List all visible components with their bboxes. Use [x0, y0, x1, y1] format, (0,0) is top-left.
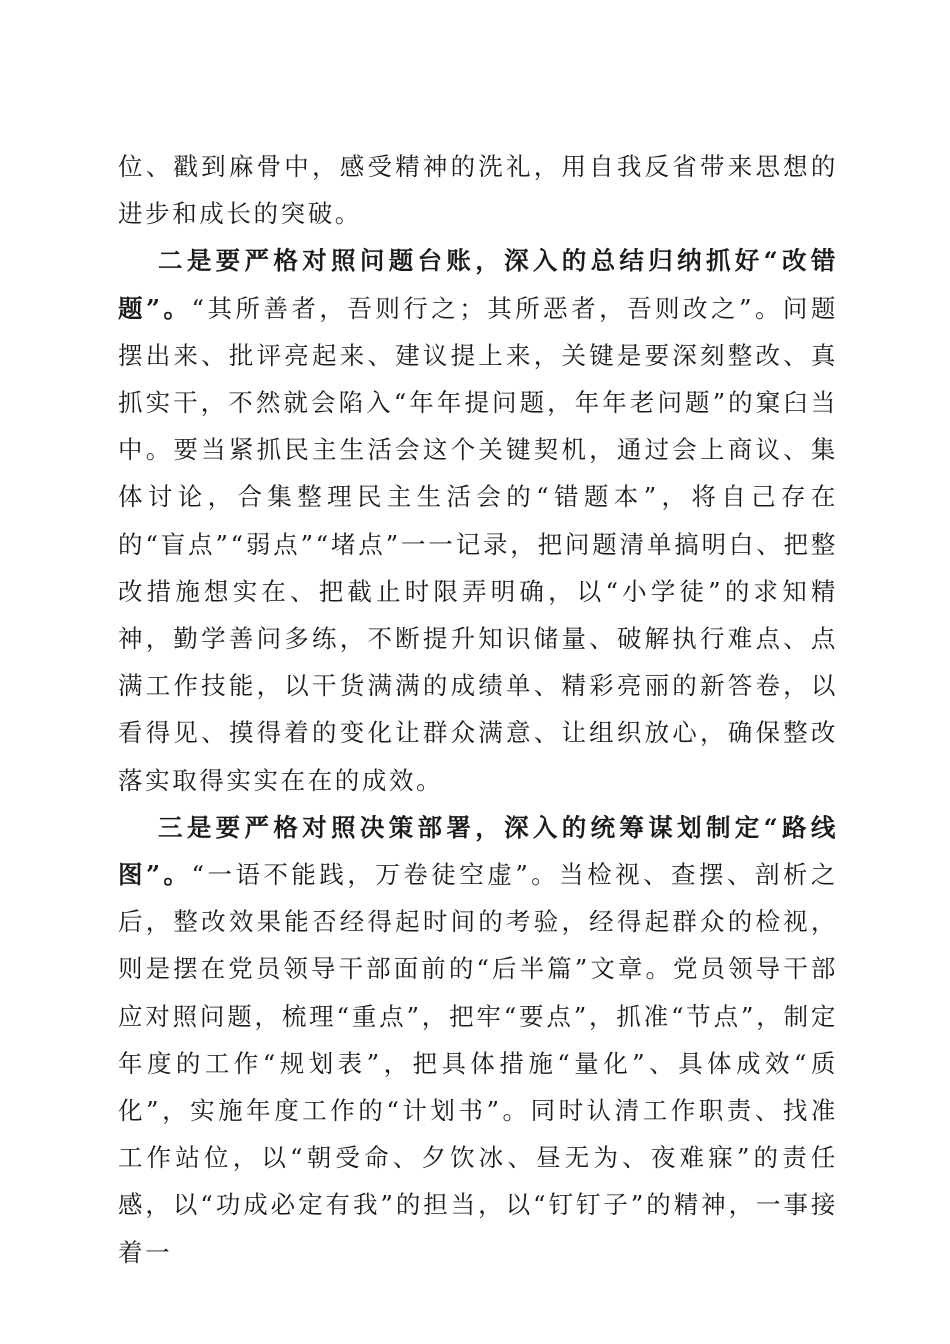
- paragraph-lead: 三是要严格对照决策部署，深入的统筹谋划制定“路线图”。: [118, 812, 838, 890]
- paragraph-text: “其所善者，吾则行之；其所恶者，吾则改之”。问题摆出来、批评亮起来、建议提上来，关键是要深刻整改、真抓实干，不然就会陷入“年年提问题，年年老问题”的窠臼当中。要当紧抓民主生活会这个关键契机，通过会上商议、集体讨论，合集整理民主生活会的“错题本”，将自己存在的“盲点”“弱点”“堵点”一一记录，把问题清单搞明白、把整改措施想实在、把截止时限弄明确，以“小学徒”的求知精神，勤学善问多练，不断提升知识储量、破解执行难点、点满工作技能，以干货满满的成绩单、精彩亮丽的新答卷，以看得见、摸得着的变化让群众满意、让组织放心，确保整改落实取得实实在在的成效。: [118, 293, 838, 795]
- paragraph-continuation: [118, 143, 838, 237]
- document-body: [118, 143, 838, 1276]
- paragraph-text: “一语不能践，万卷徒空虚”。当检视、查摆、剖析之后，整改效果能否经得起时间的考验，经得起群众的检视，则是摆在党员领导干部面前的“后半篇”文章。党员领导干部应对照问题，梳理“重点”，把牢“要点”，抓准“节点”，制定年度的工作“规划表”，把具体措施“量化”、具体成效“质化”，实施年度工作的“计划书”。同时认清工作职责、找准工作站位，以“朝受命、夕饮冰、昼无为、夜难寐”的责任感，以“功成必定有我”的担当，以“钉钉子”的精神，一事接着一: [118, 860, 838, 1267]
- paragraph-point-three: [118, 804, 838, 1276]
- paragraph-text: 位、戳到麻骨中，感受精神的洗礼，用自我反省带来思想的进步和成长的突破。: [118, 152, 838, 229]
- paragraph-lead: 二是要严格对照问题台账，深入的总结归纳抓好“改错题”。: [118, 246, 838, 323]
- paragraph-point-two: [118, 237, 838, 803]
